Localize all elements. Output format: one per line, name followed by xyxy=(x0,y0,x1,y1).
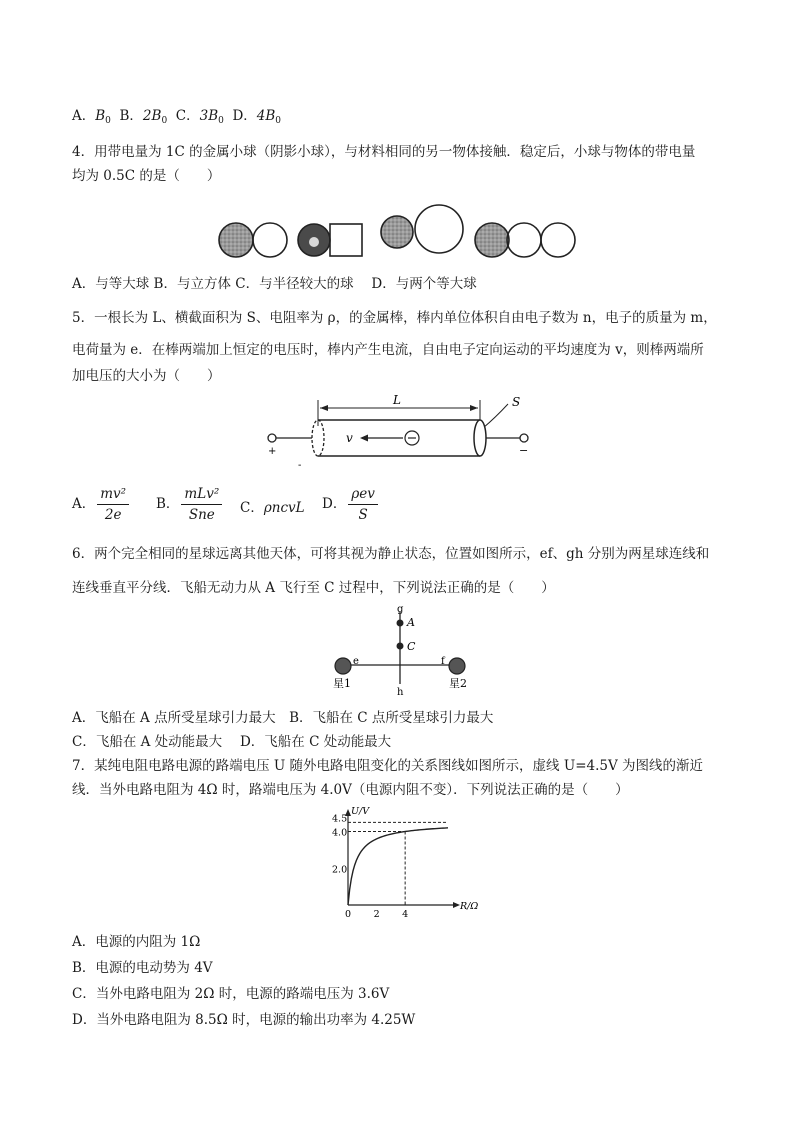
y-tick-label: 2.0 xyxy=(332,864,348,876)
x-axis-label: R/Ω xyxy=(460,901,479,912)
q7-chart xyxy=(320,806,479,920)
q5-option-d: D． $\frac{\text{ρev}}{S}$ xyxy=(322,486,380,523)
q6-options-line1: A．飞船在 A 点所受星球引力最大 B．飞船在 C 点所受星球引力最大 xyxy=(72,710,494,726)
q7-option-d: D．当外电路电阻为 8.5Ω 时，电源的输出功率为 4.25W xyxy=(72,1012,416,1028)
q4-stem-line1: 4．用带电量为 1C 的金属小球（阴影小球），与材料相同的另一物体接触．稳定后，小球与物体的带电量 xyxy=(72,144,696,160)
x-tick-label: 0 xyxy=(345,909,352,920)
q5-stem-line1: 5．一根长为 L、横截面积为 S、电阻率为 ρ，的金属棒，棒内单位体积自由电子数为 n，电子的质量为 m， xyxy=(72,310,717,326)
plus-sign: + xyxy=(268,446,277,457)
length-label-L: L xyxy=(393,393,401,407)
q7-option-b: B．电源的电动势为 4V xyxy=(72,960,213,976)
q5-stem-line3: 加电压的大小为（ ） xyxy=(72,368,221,384)
terminal-minus xyxy=(520,434,528,442)
q6-stem-line1: 6．两个完全相同的星球远离其他天体，可将其视为静止状态，位置如图所示，ef、gh 分别为两星球连线和 xyxy=(72,546,710,562)
q5-option-c: C．ρncvL xyxy=(240,500,305,516)
q4-option-a-figure xyxy=(219,223,287,257)
q5-stem-line2: 电荷量为 e．在棒两端加上恒定的电压时，棒内产生电流，自由电子定向运动的平均速度为 v，则棒两端所 xyxy=(72,342,704,358)
q6-stars-figure xyxy=(0,602,794,702)
label-star1: 星1 xyxy=(333,677,351,690)
chart-series xyxy=(348,828,448,905)
area-label-S: S xyxy=(512,395,521,409)
label-A: A xyxy=(407,616,415,629)
q3-options: A．$B_0$ B．$2B_0$ C．$3B_0$ D．$4B_0$ xyxy=(72,108,282,126)
y-tick-label: 4.0 xyxy=(332,827,348,839)
q7-stem-line1: 7．某纯电阻电路电源的路端电压 U 随外电路电阻变化的关系图线如图所示，虚线 U=4.5V 为图线的渐近 xyxy=(72,758,704,774)
label-star2: 星2 xyxy=(449,677,467,690)
q4-option-b-figure xyxy=(298,224,362,256)
label-h: h xyxy=(397,687,404,698)
q7-stem-line2: 线．当外电路电阻为 4Ω 时，路端电压为 4.0V（电源内阻不变）．下列说法正确的是（ ） xyxy=(72,782,629,798)
q7-option-a: A．电源的内阻为 1Ω xyxy=(72,934,201,950)
minus-mark: - xyxy=(298,460,302,471)
x-tick-label: 4 xyxy=(402,909,409,920)
q7-option-c: C．当外电路电阻为 2Ω 时，电源的路端电压为 3.6V xyxy=(72,986,390,1002)
label-f: f xyxy=(441,656,445,667)
q4-figure xyxy=(0,205,794,265)
label-C: C xyxy=(407,640,416,653)
velocity-label-v: v xyxy=(346,431,353,445)
q4-option-d-figure xyxy=(475,223,575,257)
point-C xyxy=(397,643,404,650)
q4-options: A．与等大球 B．与立方体 C．与半径较大的球 D．与两个等大球 xyxy=(72,276,477,292)
chart-tick-labels xyxy=(332,813,408,920)
terminal-plus xyxy=(268,434,276,442)
y-tick-label: 4.5 xyxy=(332,813,348,825)
q4-option-c-figure xyxy=(381,205,463,253)
q6-stem-line2: 连线垂直平分线．飞船无动力从 A 飞行至 C 过程中，下列说法正确的是（ ） xyxy=(72,580,555,596)
x-axis-arrow xyxy=(453,902,460,908)
q6-options-line2: C．飞船在 A 处动能最大 D．飞船在 C 处动能最大 xyxy=(72,734,392,750)
minus-sign: − xyxy=(519,444,529,457)
y-axis-label: U/V xyxy=(351,806,370,817)
chart-guides xyxy=(348,822,448,905)
q4-stem-line2: 均为 0.5C 的是（ ） xyxy=(72,168,221,184)
label-g: g xyxy=(397,604,404,615)
q5-option-b: B． $\frac{\text{mLv²}}{\text{Sne}}$ xyxy=(156,486,224,523)
star-1 xyxy=(335,658,351,674)
q5-rod-figure xyxy=(0,392,794,482)
label-e: e xyxy=(353,656,359,667)
star-2 xyxy=(449,658,465,674)
x-tick-label: 2 xyxy=(373,909,380,920)
series-line xyxy=(348,828,448,905)
point-A xyxy=(397,620,404,627)
q5-option-a: A． $\frac{\text{mv²}}{2e}$ xyxy=(72,486,131,523)
